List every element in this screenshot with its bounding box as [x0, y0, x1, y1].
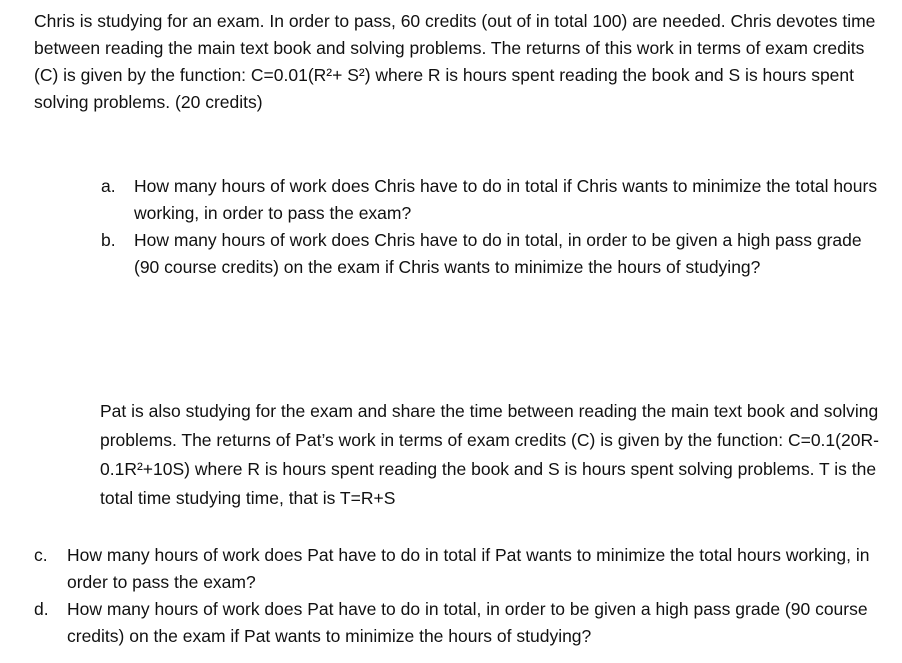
- question-a-text: How many hours of work does Chris have to do in total if Chris wants to minimize the total hours working, in order to pass the exam?: [134, 176, 878, 223]
- pat-intro-paragraph: Pat is also studying for the exam and share the time between reading the main text book and solving problems. The returns of Pat’s work in terms of exam credits (C) is given by the function: C=0.1(20R-0.1R²+10S) where R is hours spent reading the book and S is hours spent solving problems. T is the total time studying time, that is T=R+S: [100, 401, 879, 508]
- question-b: [101, 227, 881, 281]
- question-c: [34, 542, 884, 596]
- question-d: [34, 596, 884, 650]
- question-list-ab: [101, 173, 881, 281]
- question-a: [101, 173, 881, 227]
- question-b-marker: b.: [101, 230, 116, 250]
- question-d-text: How many hours of work does Pat have to do in total, in order to be given a high pass grade (90 course credits) on the exam if Pat wants to minimize the hours of studying?: [67, 599, 868, 646]
- question-list-cd: [34, 542, 884, 650]
- question-c-marker: c.: [34, 545, 48, 565]
- chris-intro-paragraph: Chris is studying for an exam. In order to pass, 60 credits (out of in total 100) are needed. Chris devotes time between reading the main text book and solving problems. The returns of this work in terms of exam credits (C) is given by the function: C=0.01(R²+ S²) where R is hours spent reading the book and S is hours spent solving problems. (20 credits): [34, 11, 876, 112]
- question-d-marker: d.: [34, 599, 49, 619]
- question-a-marker: a.: [101, 176, 116, 196]
- question-c-text: How many hours of work does Pat have to do in total if Pat wants to minimize the total hours working, in order to pass the exam?: [67, 545, 870, 592]
- question-b-text: How many hours of work does Chris have to do in total, in order to be given a high pass grade (90 course credits) on the exam if Chris wants to minimize the hours of studying?: [134, 230, 862, 277]
